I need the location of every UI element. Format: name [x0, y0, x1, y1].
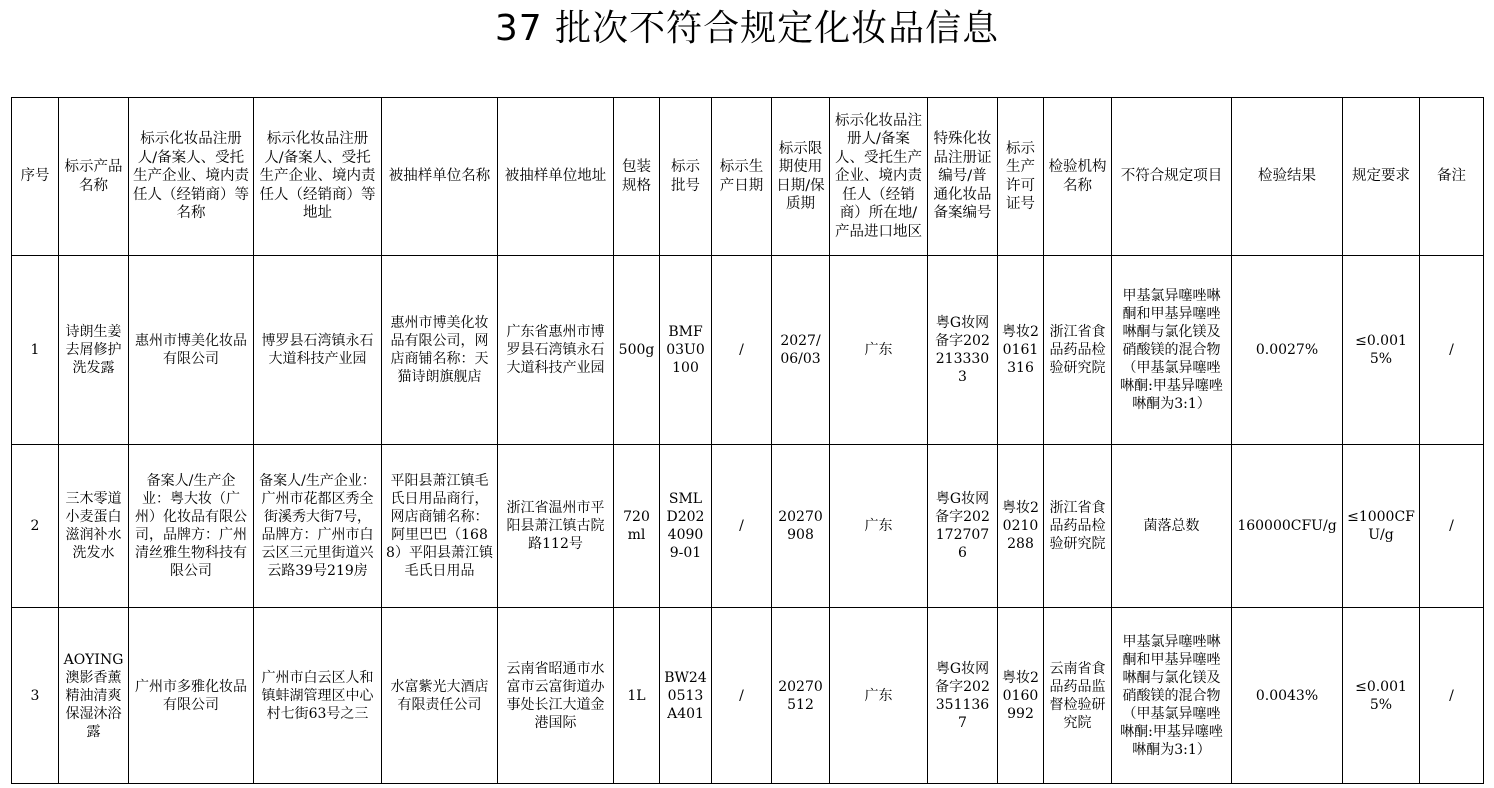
- registrant-address: 博罗县石湾镇永石大道科技产业园: [254, 256, 382, 445]
- header-cell: 标示批号: [660, 98, 712, 256]
- sampled-unit-name: 水富紫光大酒店有限责任公司: [382, 608, 498, 784]
- test-result: 160000CFU/g: [1232, 445, 1343, 608]
- package-size: 500g: [614, 256, 660, 445]
- header-cell: 特殊化妆品注册证编号/普通化妆品备案编号: [928, 98, 998, 256]
- registration-number: 粤G妆网备字2023511367: [928, 608, 998, 784]
- production-date: /: [712, 445, 772, 608]
- header-cell: 标示化妆品注册人/备案人、受托生产企业、境内责任人（经销商）所在地/产品进口地区: [830, 98, 928, 256]
- noncompliance-table: [11, 97, 1484, 784]
- header-cell: 标示化妆品注册人/备案人、受托生产企业、境内责任人（经销商）等地址: [254, 98, 382, 256]
- header-cell: 规定要求: [1343, 98, 1420, 256]
- table-row: [12, 256, 1484, 445]
- header-cell: 备注: [1420, 98, 1484, 256]
- noncompliant-item: 甲基氯异噻唑啉酮和甲基异噻唑啉酮与氯化镁及硝酸镁的混合物（甲基氯异噻唑啉酮:甲基异噻唑啉酮为3:1）: [1112, 608, 1232, 784]
- table-row: [12, 608, 1484, 784]
- package-size: 1L: [614, 608, 660, 784]
- header-cell: 标示生产许可证号: [998, 98, 1044, 256]
- registrant-address: 广州市白云区人和镇蚌湖管理区中心村七街63号之三: [254, 608, 382, 784]
- remark: /: [1420, 445, 1484, 608]
- registration-number: 粤G妆网备字2022133303: [928, 256, 998, 445]
- header-cell: 被抽样单位地址: [498, 98, 614, 256]
- sampled-unit-name: 平阳县萧江镇毛氏日用品商行，网店商铺名称：阿里巴巴（1688）平阳县萧江镇毛氏日用品: [382, 445, 498, 608]
- region: 广东: [830, 256, 928, 445]
- region: 广东: [830, 445, 928, 608]
- registrant-name: 惠州市博美化妆品有限公司: [129, 256, 254, 445]
- registration-number: 粤G妆网备字2021727076: [928, 445, 998, 608]
- expiry-date: 2027/06/03: [772, 256, 830, 445]
- inspection-lab: 浙江省食品药品检验研究院: [1044, 445, 1112, 608]
- header-cell: 检验结果: [1232, 98, 1343, 256]
- header-cell: 不符合规定项目: [1112, 98, 1232, 256]
- batch-number: BMF03U0100: [660, 256, 712, 445]
- region: 广东: [830, 608, 928, 784]
- sampled-unit-address: 云南省昭通市水富市云富街道办事处长江大道金港国际: [498, 608, 614, 784]
- batch-number: SMLD2024090 9-01: [660, 445, 712, 608]
- noncompliant-item: 菌落总数: [1112, 445, 1232, 608]
- production-date: /: [712, 256, 772, 445]
- header-cell: 标示化妆品注册人/备案人、受托生产企业、境内责任人（经销商）等名称: [129, 98, 254, 256]
- header-cell: 包装规格: [614, 98, 660, 256]
- registrant-name: 备案人/生产企业：粤大妆（广州）化妆品有限公司，品牌方：广州清丝雅生物科技有限公司: [129, 445, 254, 608]
- remark: /: [1420, 608, 1484, 784]
- header-cell: 序号: [12, 98, 59, 256]
- package-size: 720ml: [614, 445, 660, 608]
- license-number: 粤妆20160992: [998, 608, 1044, 784]
- header-cell: 检验机构名称: [1044, 98, 1112, 256]
- sampled-unit-address: 广东省惠州市博罗县石湾镇永石大道科技产业园: [498, 256, 614, 445]
- registrant-address: 备案人/生产企业：广州市花都区秀全街溪秀大街7号，品牌方：广州市白云区三元里街道兴云路39号219房: [254, 445, 382, 608]
- row-number: 3: [12, 608, 59, 784]
- header-cell: 被抽样单位名称: [382, 98, 498, 256]
- expiry-date: 20270512: [772, 608, 830, 784]
- header-row: [12, 98, 1484, 256]
- row-number: 1: [12, 256, 59, 445]
- test-result: 0.0043%: [1232, 608, 1343, 784]
- header-cell: 标示产品名称: [59, 98, 129, 256]
- test-result: 0.0027%: [1232, 256, 1343, 445]
- inspection-lab: 浙江省食品药品检验研究院: [1044, 256, 1112, 445]
- requirement: ≤0.0015%: [1343, 608, 1420, 784]
- batch-number: BW240513A401: [660, 608, 712, 784]
- remark: /: [1420, 256, 1484, 445]
- product-name: AOYING澳影香薰精油清爽保湿沐浴露: [59, 608, 129, 784]
- license-number: 粤妆20161316: [998, 256, 1044, 445]
- header-cell: 标示生产日期: [712, 98, 772, 256]
- production-date: /: [712, 608, 772, 784]
- registrant-name: 广州市多雅化妆品有限公司: [129, 608, 254, 784]
- table-row: [12, 445, 1484, 608]
- row-number: 2: [12, 445, 59, 608]
- license-number: 粤妆20210288: [998, 445, 1044, 608]
- sampled-unit-name: 惠州市博美化妆品有限公司，网店商铺名称：天猫诗朗旗舰店: [382, 256, 498, 445]
- page-title: 37 批次不符合规定化妆品信息: [494, 8, 1000, 49]
- header-cell: 标示限期使用日期/保质期: [772, 98, 830, 256]
- noncompliant-item: 甲基氯异噻唑啉酮和甲基异噻唑啉酮与氯化镁及硝酸镁的混合物（甲基氯异噻唑啉酮:甲基异噻唑啉酮为3:1）: [1112, 256, 1232, 445]
- requirement: ≤0.0015%: [1343, 256, 1420, 445]
- product-name: 三木零道小麦蛋白滋润补水洗发水: [59, 445, 129, 608]
- requirement: ≤1000CFU/g: [1343, 445, 1420, 608]
- sampled-unit-address: 浙江省温州市平阳县萧江镇古院路112号: [498, 445, 614, 608]
- expiry-date: 20270908: [772, 445, 830, 608]
- inspection-lab: 云南省食品药品监督检验研究院: [1044, 608, 1112, 784]
- product-name: 诗朗生姜去屑修护洗发露: [59, 256, 129, 445]
